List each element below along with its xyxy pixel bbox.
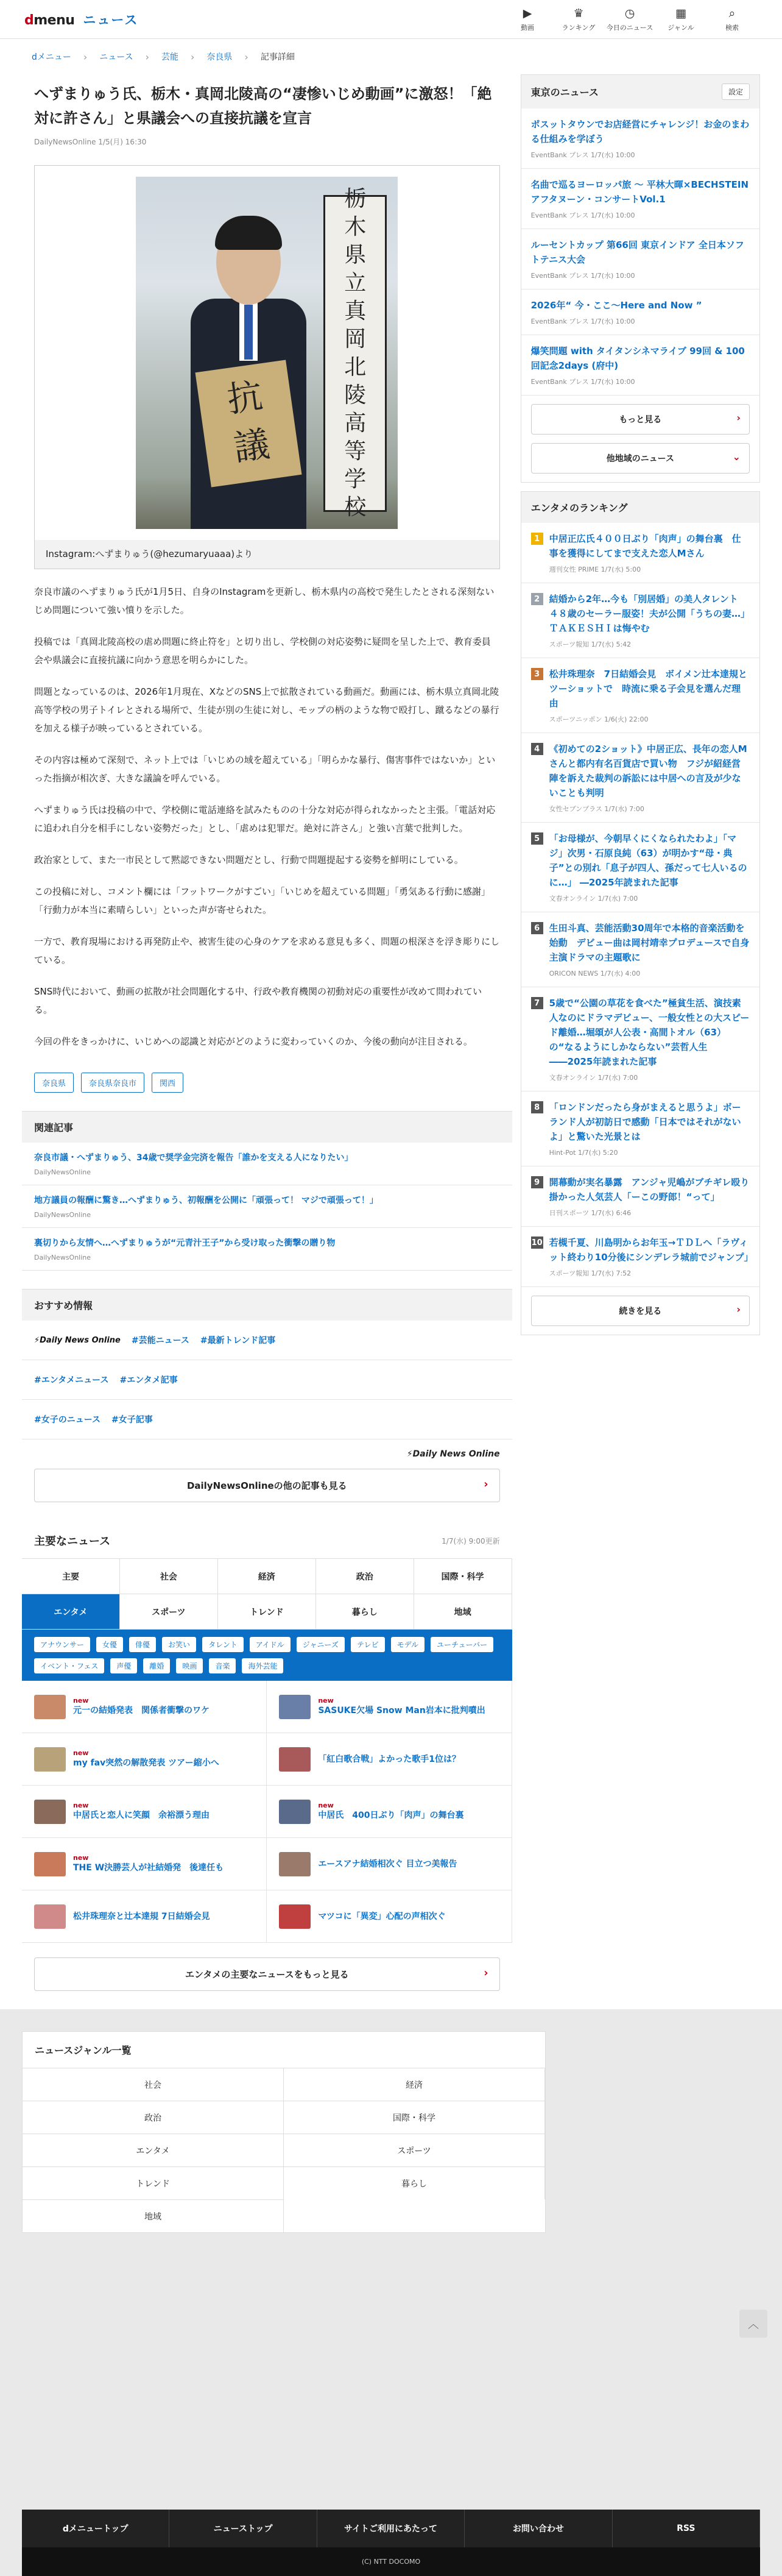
sub-tags [22,1630,512,1681]
ranking-title: 若槻千夏、川島明からお年玉→ＴＤＬへ「ラヴィット終わり10分後にシンデレラ城前でジャンプ」 [549,1237,753,1263]
tokyo-news-item[interactable] [521,169,759,229]
crown-icon: ♛ [573,6,584,20]
ranking-title: 《初めての2ショット》中居正広、長年の恋人Mさんと都内有名百貨店で買い物 フジが紹経営陣を訴えた裁判の訴訟には中居への言及が少ないことも判明 [549,743,747,798]
footer-link[interactable]: dメニュートップ [22,2510,169,2547]
related-item[interactable] [22,1143,512,1185]
genre-link[interactable]: 政治 [23,2101,284,2134]
ranking-item[interactable] [521,1227,759,1287]
news-title: エースアナ結婚相次ぐ 目立つ美報告 [318,1859,457,1869]
sub-tag[interactable]: モデル [391,1637,424,1652]
tokyo-news-title: 名曲で巡るヨーロッパ旅 〜 平林大暉×BECHSTEIN アフタヌーン・コンサートVol.1 [530,179,749,205]
ranking-title: 松井珠理奈 7日結婚会見 ボイメン辻本達規とツーショットで 時流に乗る子会見を選んだ理由 [549,669,747,709]
rank-badge: 6 [531,922,543,934]
hashtag-link[interactable]: #エンタメ記事 [119,1375,178,1385]
tokyo-news-box [521,74,760,483]
ranking-item[interactable] [521,658,759,733]
rank-badge: 5 [531,832,543,845]
news-thumbnail [34,1695,66,1719]
ranking-item[interactable] [521,583,759,658]
genre-link[interactable]: 暮らし [284,2166,545,2199]
news-title: 元一の結婚発表 関係者衝撃のワケ [73,1706,210,1716]
ranking-source: 文春オンライン 1/7(水) 7:00 [549,1074,638,1082]
placard-char: 議 [231,422,272,469]
article-photo [34,165,500,569]
news-text [73,1854,224,1874]
category-tab[interactable]: 社会 [120,1559,218,1594]
article-body [22,569,512,1051]
footer-link[interactable]: ニューストップ [169,2510,317,2547]
sign-char: 真 [344,299,367,324]
ranking-text [549,1100,750,1157]
tokyo-news-source: EventBank プレス 1/7(水) 10:00 [530,211,635,219]
sub-tag[interactable]: 映画 [176,1658,203,1673]
main-column [22,74,512,2009]
footer-nav [22,2510,760,2547]
article-paragraph: 一方で、教育現場における再発防止や、被害生徒の心身のケアを求める意見も多く、問題の根深さを浮き彫りにしている。 [34,936,500,965]
genre-heading: ニュースジャンル一覧 [35,2045,132,2056]
sub-tag[interactable]: ジャニーズ [297,1637,345,1652]
news-logo: ニュース [83,12,139,27]
search-icon: ⌕ [728,6,736,20]
sub-tag[interactable]: 海外芸能 [242,1658,283,1673]
breadcrumb-item[interactable]: ニュース [99,52,133,62]
sign-char: 県 [344,243,367,268]
sub-tag[interactable]: ユーチューバー [431,1637,493,1652]
news-item[interactable] [267,1681,512,1733]
article-paragraph: 投稿では「真岡北陵高校の虐め問題に終止符を」と切り出し、学校側の対応姿勢に疑問を呈した上で、教育委員会や県議会に直接抗議に向かう意思を明らかにした。 [34,636,491,665]
ranking-item[interactable] [521,912,759,987]
article-paragraph: この投稿に対し、コメント欄には「フットワークがすごい」「いじめを超えている問題」「勇気ある行動に感謝」「行動力が本当に素晴らしい」といった声が寄せられた。 [34,886,490,915]
breadcrumb [0,39,782,74]
ranking-heading: エンタメのランキング [521,492,759,523]
ranking-text [549,742,750,814]
rank-badge: 4 [531,743,543,755]
header-nav [502,7,758,32]
new-badge: new [73,1749,89,1757]
sub-tag[interactable]: イベント・フェス [34,1658,104,1673]
recommend-row [22,1321,512,1360]
footer-link[interactable]: サイトご利用にあたって [317,2510,465,2547]
tokyo-news-source: EventBank プレス 1/7(水) 10:00 [530,378,635,386]
chevron-right-icon: › [736,1304,741,1315]
related-heading: 関連記事 [22,1111,512,1143]
grid-icon: ▦ [675,6,686,20]
ranking-source: スポーツ報知 1/7(水) 5:42 [549,640,632,648]
tokyo-news-item[interactable] [521,108,759,169]
placard-char: 抗 [224,374,266,421]
article-paragraph: 奈良市議のへずまりゅう氏が1月5日、自身のInstagramを更新し、栃木県内の高校で発生したとされる深刻ないじめ問題について強い憤りを示した。 [34,586,495,616]
recommend-heading: おすすめ情報 [22,1289,512,1321]
ranking-item[interactable] [521,733,759,823]
category-tab[interactable]: エンタメ [22,1594,120,1630]
nav-label: ランキング [562,23,596,32]
genre-link[interactable]: 社会 [23,2068,284,2101]
sub-tag[interactable]: アイドル [250,1637,291,1652]
ranking-text [549,531,750,574]
news-text [318,1801,463,1822]
tokyo-news-list [521,108,759,396]
tokyo-news-item[interactable] [521,289,759,335]
news-text [318,1753,460,1765]
news-item[interactable] [267,1733,512,1786]
photo-image [136,177,398,529]
related-title: 地方議員の報酬に驚き…へずまりゅう、初報酬を公開に「頑張って！ マジで頑張って！」 [34,1196,378,1205]
new-badge: new [73,1697,89,1705]
major-news-grid [22,1681,512,1943]
chevron-down-icon: ⌄ [732,451,741,463]
copyright: (C) NTT DOCOMO [22,2547,760,2576]
ranking-more-button[interactable]: 続きを見る › [531,1296,750,1326]
nav-label: 今日のニュース [606,23,653,32]
ranking-title: 生田斗真、芸能活動30周年で本格的音楽活動を始動 デビュー曲は岡村靖幸プロデュースで自身主演ドラマの主題歌に [549,923,750,963]
related-title: 奈良市議・へずまりゅう、34歳で奨学金完済を報告「誰かを支える人になりたい」 [34,1153,353,1163]
tokyo-news-source: EventBank プレス 1/7(水) 10:00 [530,151,635,159]
article-paragraph: 今回の件をきっかけに、いじめへの認識と対応がどのように変わっていくのか、今後の動向が注目される。 [34,1036,473,1047]
ranking-item[interactable] [521,1091,759,1166]
tokyo-news-header [521,75,759,108]
ranking-source: Hint-Pot 1/7(水) 5:20 [549,1149,618,1157]
ranking-title: 「ロンドンだったら身がまえると思うよ」ボーランド人が初訪日で感動「日本ではそれがないよ」と驚いた光景とは [549,1102,741,1142]
photo-caption: Instagram:へずまりゅう(@hezumaryuaaa)より [35,540,499,569]
nav-label: 動画 [521,23,534,32]
rank-badge: 9 [531,1176,543,1188]
footer-link[interactable]: RSS [613,2510,760,2547]
sign-char: 学 [344,467,367,492]
category-tabs [22,1558,512,1630]
ranking-list [521,523,759,1287]
news-text [318,1858,457,1870]
breadcrumb-item[interactable]: 芸能 [161,52,179,62]
recommend-row [22,1400,512,1439]
major-news-heading: 主要なニュース [34,1535,111,1548]
other-region-button[interactable]: 他地域のニュース ⌄ [531,443,750,474]
article-paragraph: SNS時代において、動画の拡散が社会問題化する中、行政や教育機関の初動対応の重要性が改めて問われている。 [34,986,482,1015]
sub-tag[interactable]: 声優 [110,1658,137,1673]
sub-tag[interactable]: タレント [202,1637,244,1652]
category-tab[interactable]: トレンド [218,1594,316,1630]
protest-placard [196,360,302,487]
genre-link[interactable]: 地域 [23,2199,284,2232]
hashtag-link[interactable]: #最新トレンド記事 [200,1336,276,1346]
chevron-right-icon: › [83,51,88,63]
sub-tag[interactable]: テレビ [351,1637,385,1652]
chevron-right-icon: › [484,1478,488,1491]
news-thumbnail [279,1800,311,1824]
ranking-text [549,1235,753,1278]
article-tag[interactable]: 奈良県 [34,1073,74,1093]
category-tab[interactable]: 暮らし [316,1594,414,1630]
genre-link[interactable]: エンタメ [23,2134,284,2166]
ranking-text [549,667,750,724]
news-text [73,1801,210,1822]
new-badge: new [73,1801,89,1809]
major-news-header [22,1520,512,1558]
ranking-source: 文春オンライン 1/7(水) 7:00 [549,895,638,903]
genre-list [22,2031,546,2233]
new-badge: new [318,1801,334,1809]
ranking-source: スポーツニッポン 1/6(火) 22:00 [549,715,649,723]
news-text [73,1697,210,1717]
hashtag-link[interactable]: #女子のニュース [34,1415,101,1425]
chevron-right-icon: › [145,51,150,63]
related-source: DailyNewsOnline [34,1168,91,1176]
nav-search[interactable] [706,7,758,32]
major-news-updated: 1/7(水) 9:00更新 [442,1536,500,1545]
new-badge: new [73,1854,89,1862]
news-thumbnail [34,1904,66,1929]
rank-badge: 3 [531,668,543,680]
article-tag[interactable]: 奈良県奈良市 [81,1073,144,1093]
news-title: 中居氏 400日ぶり「肉声」の舞台裏 [318,1811,464,1820]
article-paragraph: 問題となっているのは、2026年1月現在、XなどのSNS上で拡散されている動画だ。動画には、栃木県立真岡北陵高等学校の男子トイレとされる場所で、生徒が別の生徒に対し、モップの柄のような物で殴打し、蹴るなどの暴行を加える様子が映っているとされている。 [34,686,499,734]
ranking-text [549,996,750,1082]
sign-char: 栃 [344,186,367,211]
dno-brand: ⚡Daily News Online [406,1449,500,1459]
ranking-item[interactable] [521,523,759,583]
ranking-source: 週刊女性 PRIME 1/7(水) 5:00 [549,566,641,573]
tokyo-news-heading: 東京のニュース [530,87,599,98]
rank-badge: 8 [531,1101,543,1113]
rank-badge: 7 [531,997,543,1009]
ranking-source: 日刊スポーツ 1/7(水) 6:46 [549,1209,632,1217]
entame-more-button[interactable]: エンタメの主要なニュースをもっと見る › [34,1957,500,1991]
nav-label: ジャンル [668,23,694,32]
related-list [22,1143,512,1271]
chevron-up-icon: ︿ [748,2318,759,2331]
news-item[interactable] [267,1890,512,1943]
category-tab[interactable]: スポーツ [120,1594,218,1630]
chevron-right-icon: › [191,51,195,63]
category-tab[interactable]: 経済 [218,1559,316,1594]
breadcrumb-item: 記事詳細 [260,52,295,62]
article-tag[interactable]: 関西 [152,1073,183,1093]
ranking-text [549,1175,750,1218]
category-tab[interactable]: 政治 [316,1559,414,1594]
breadcrumb-item[interactable]: dメニュー [32,52,71,62]
article-tags [22,1064,512,1111]
sign-char: 高 [344,411,367,436]
ranking-item[interactable] [521,987,759,1091]
news-item[interactable] [22,1733,267,1786]
category-tab[interactable]: 地域 [414,1594,512,1630]
news-text [318,1697,485,1717]
site-header [0,0,782,39]
genre-link[interactable]: スポーツ [284,2134,545,2166]
news-item[interactable] [267,1838,512,1890]
recommend-row [22,1360,512,1400]
sub-tag[interactable]: お笑い [162,1637,196,1652]
news-thumbnail [279,1695,311,1719]
recommend-list [22,1321,512,1439]
ranking-title: 結婚から2年…今も「別居婚」の美人タレント ４８歳のセーラー服姿！夫が公開「うちの妻…」ＴＡＫＥＳＨＩは悔やむ [549,594,750,634]
ranking-source: 女性セブンプラス 1/7(水) 7:00 [549,805,644,813]
news-title: my fav突然の解散発表 ツアー縮小へ [73,1758,219,1768]
sub-tag[interactable]: アナウンサー [34,1637,90,1652]
ranking-text [549,831,750,903]
content-wrap [0,74,782,2009]
tokyo-news-item[interactable] [521,229,759,289]
sub-tag[interactable]: 女優 [96,1637,123,1652]
article-paragraph: へずまりゅう氏は投稿の中で、学校側に電話連絡を試みたものの十分な対応が得られなかったと主張。「電話対応に追われ自分を相手にしない姿勢だった」とし、「虐めは犯罪だ。絶対に許さん」と強い言葉で批判した。 [34,804,496,834]
clock-icon: ◷ [624,6,635,20]
ranking-text [549,592,750,649]
footer-link[interactable]: お問い合わせ [465,2510,612,2547]
ranking-source: スポーツ報知 1/7(水) 7:52 [549,1269,632,1277]
news-title: THE W決勝芸人が社結婚発 後達任も [73,1863,224,1873]
genre-link[interactable]: トレンド [23,2166,284,2199]
article-meta: DailyNewsOnline 1/5(月) 16:30 [34,138,147,146]
logo[interactable] [24,10,138,29]
nav-clock[interactable] [604,7,655,32]
sign-char: 等 [344,439,367,464]
person-figure [191,219,306,529]
related-title: 裏切りから友情へ…へずまりゅうが“元青汁王子”から受け取った衝撃の贈り物 [34,1238,336,1248]
sign-char: 陵 [344,383,367,408]
sidebar [521,74,760,2009]
sub-tag[interactable]: 離婚 [143,1658,170,1673]
chevron-right-icon: › [484,1967,488,1979]
related-source: DailyNewsOnline [34,1254,91,1261]
news-thumbnail [279,1852,311,1876]
news-thumbnail [279,1904,311,1929]
ranking-title: 中居正広氏４００日ぶり「肉声」の舞台裏 仕事を獲得にしてまで支えた恋人Mさん [549,533,741,559]
breadcrumb-item[interactable]: 奈良県 [206,52,233,62]
ranking-item[interactable] [521,823,759,912]
tokyo-news-source: EventBank プレス 1/7(水) 10:00 [530,272,635,280]
news-item[interactable] [22,1838,267,1890]
news-title: 松井珠理奈と辻本達規 7日結婚会見 [73,1911,210,1921]
video-icon: ▶ [523,6,532,20]
nav-grid[interactable] [655,7,706,32]
chevron-right-icon: › [736,412,741,424]
nav-crown[interactable] [553,7,604,32]
nav-label: 検索 [725,23,739,32]
genre-grid [23,2068,545,2232]
ranking-source: ORICON NEWS 1/7(水) 4:00 [549,970,641,978]
more-button[interactable]: もっと見る › [531,404,750,435]
news-title: 中居氏と恋人に笑顔 余裕漂う理由 [73,1811,210,1820]
ranking-item[interactable] [521,1166,759,1227]
back-to-top-button[interactable] [739,2310,767,2338]
article-paragraph: 政治家として、また一市民として黙認できない問題だとし、行動で問題提起する姿勢を鮮明にしている。 [34,854,463,865]
dno-logo[interactable]: ⚡Daily News Online [34,1335,121,1345]
hashtag-link[interactable]: #エンタメニュース [34,1375,109,1385]
rank-badge: 1 [531,533,543,545]
tokyo-news-source: EventBank プレス 1/7(水) 10:00 [530,318,635,325]
sign-char: 北 [344,355,367,380]
related-source: DailyNewsOnline [34,1211,91,1219]
tokyo-news-title: ポスットタウンでお店経営にチャレンジ！お金のまわる仕組みを学ぼう [530,119,750,144]
related-item[interactable] [22,1228,512,1271]
tokyo-news-title: ルーセントカップ 第66回 東京インドア 全日本ソフトテニス大会 [530,240,744,265]
genre-link[interactable]: 国際・科学 [284,2101,545,2134]
news-thumbnail [34,1747,66,1772]
chevron-right-icon: › [244,51,248,63]
news-item[interactable] [22,1786,267,1838]
news-item[interactable] [267,1786,512,1838]
news-thumbnail [34,1800,66,1824]
rank-badge: 10 [531,1237,543,1249]
news-title: マツコに「異変」心配の声相次ぐ [318,1911,446,1921]
school-sign [323,186,387,520]
tokyo-news-item[interactable] [521,335,759,396]
ranking-box [521,491,760,1335]
news-title: 「紅白歌合戦」よかった歌手1位は？ [318,1754,461,1764]
news-title: SASUKE欠場 Snow Man岩本に批判噴出 [318,1706,485,1716]
ranking-title: 「お母様が、今朝早くにくなられたわよ」「マジ」次男・石原良純（63）が明かす“母・典子”との別れ「息子が四人、孫だって七人いるのに…」 ―2025年読まれた記事 [549,833,747,888]
ranking-text [549,921,750,978]
dno-more-button[interactable]: DailyNewsOnlineの他の記事も見る › [34,1469,500,1502]
settings-button[interactable]: 設定 [722,83,750,100]
news-thumbnail [279,1747,311,1772]
ranking-title: 5歳で“公園の草花を食べた”極貧生活、演技素人なのにドラマデビュー、一般女性との大スピード離婚…堀頌が人公表・高間トオル（63）の“なるようにしかならない”芸哲人生――2025年読まれた記事 [549,998,750,1067]
related-item[interactable] [22,1185,512,1228]
article-paragraph: その内容は極めて深刻で、ネット上では「いじめの域を超えている」「明らかな暴行、傷害事件ではないか」といった指摘が相次ぎ、大きな議論を呼んでいる。 [34,754,496,784]
sub-tag[interactable]: 俳優 [129,1637,156,1652]
news-thumbnail [34,1852,66,1876]
article-title: へずまりゅう氏、栃木・真岡北陵高の“凄惨いじめ動画”に激怒！「絶対に許さん」と県議会への直接抗議を宣言 [34,85,492,127]
sub-tag[interactable]: 音楽 [209,1658,236,1673]
category-tab[interactable]: 国際・科学 [414,1559,512,1594]
news-text [318,1911,445,1923]
genre-link[interactable]: 経済 [284,2068,545,2101]
hashtag-link[interactable]: #女子記事 [111,1415,153,1425]
ranking-title: 開幕動が実名暴露 アンジャ児嶋がブチギレ殴り掛かった人気芸人「ーこの野郎！“って」 [549,1177,750,1202]
rank-badge: 2 [531,593,543,605]
tokyo-news-title: 爆笑問題 with タイタンシネマライブ 99回 & 100回記念2days (府中) [530,346,745,371]
news-text [73,1911,210,1923]
news-item[interactable] [22,1890,267,1943]
nav-video[interactable] [502,7,553,32]
news-item[interactable] [22,1681,267,1733]
sign-char: 立 [344,271,367,296]
category-tab[interactable]: 主要 [22,1559,120,1594]
hashtag-link[interactable]: #芸能ニュース [131,1336,189,1346]
sign-char: 木 [344,215,367,240]
tokyo-news-title: 2026年“ 今・ここ〜Here and Now ” [530,300,702,311]
sign-char: 岡 [344,327,367,352]
news-text [73,1749,219,1769]
new-badge: new [318,1697,334,1705]
dmenu-logo: dmenu [24,12,75,28]
sign-char: 校 [344,495,367,520]
